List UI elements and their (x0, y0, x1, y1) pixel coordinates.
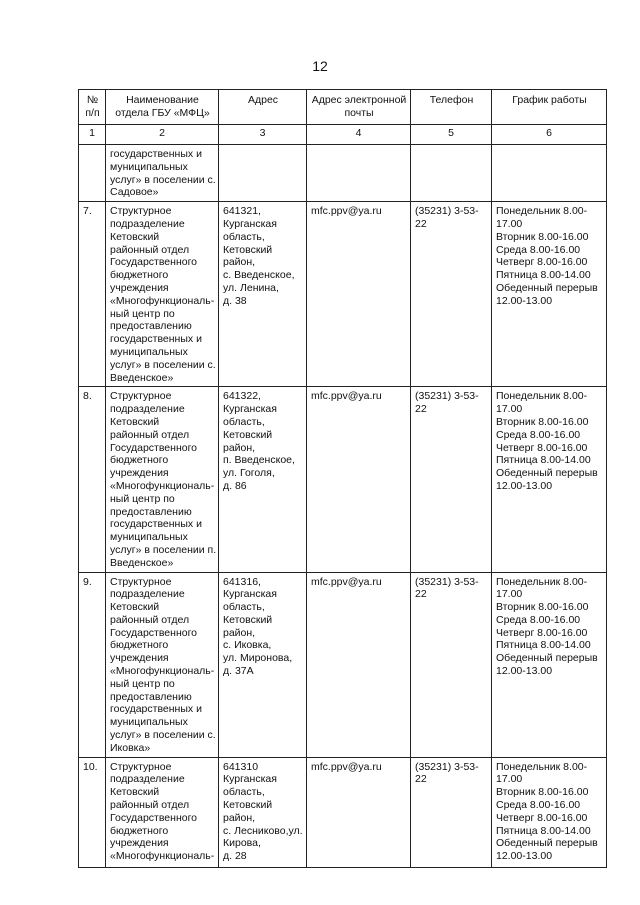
cell-line: 22 (415, 403, 427, 416)
cell-line: услуг» в поселении с. (110, 729, 216, 742)
header-email: Адрес электронной почты (307, 90, 411, 125)
cell-line: Введенское» (110, 371, 174, 384)
cell-line: Иковка» (110, 741, 151, 754)
cell-line: 641316, (223, 575, 261, 588)
cell-line: Курганская (223, 773, 277, 786)
cell-line: Государственного (110, 626, 198, 639)
email-cell[interactable]: mfc.ppv@ya.ru (307, 757, 411, 867)
cell-line: Пятница 8.00-14.00 (496, 454, 591, 467)
cell-line: Государственного (110, 811, 198, 824)
cell-line: подразделение (110, 588, 185, 601)
cell-line: Среда 8.00-16.00 (496, 799, 581, 812)
cell-line: Среда 8.00-16.00 (496, 428, 581, 441)
cell-line: Структурное (110, 575, 172, 588)
cell-line: район, (223, 811, 256, 824)
cell-line: 641310 (223, 760, 259, 773)
cell-line: «Многофункциональ- (110, 850, 215, 863)
address-cell (219, 202, 307, 387)
cell-line: Введенское» (110, 556, 174, 569)
cell-line: ул. Ленина, (223, 281, 279, 294)
column-number: 6 (492, 125, 607, 145)
cell-line: д. 86 (223, 479, 247, 492)
cell-line: Пятница 8.00-14.00 (496, 639, 591, 652)
phone-cell (411, 757, 492, 867)
cell-line: область, (223, 415, 265, 428)
cell-line: Курганская (223, 403, 277, 416)
email-cell[interactable]: mfc.ppv@ya.ru (307, 572, 411, 757)
cell-line: муниципальных (110, 531, 188, 544)
cell-line: область, (223, 230, 265, 243)
cell-line: «Многофункциональ- (110, 294, 215, 307)
cell-line: ный центр по (110, 492, 175, 505)
address-cell (219, 145, 307, 202)
cell-line: Пятница 8.00-14.00 (496, 824, 591, 837)
cell-line: 22 (415, 217, 427, 230)
table-row (79, 757, 607, 867)
cell-line: Кетовский (223, 243, 273, 256)
cell-line: ул. Гоголя, (223, 467, 275, 480)
cell-line: область, (223, 786, 265, 799)
phone-cell (411, 202, 492, 387)
table-row (79, 387, 607, 572)
cell-line: Кетовский (223, 613, 273, 626)
header-phone: Телефон (411, 90, 492, 125)
header-address: Адрес (219, 90, 307, 125)
cell-line: предоставлению (110, 320, 192, 333)
department-name-cell (106, 572, 219, 757)
cell-line: с. Иковка, (223, 639, 272, 652)
address-cell (219, 572, 307, 757)
cell-line: Среда 8.00-16.00 (496, 243, 581, 256)
cell-line: Кетовский (110, 601, 160, 614)
cell-line: учреждения (110, 652, 169, 665)
row-number-cell: 10. (79, 757, 106, 867)
cell-line: 12.00-13.00 (496, 479, 553, 492)
cell-line: Кетовский (223, 428, 273, 441)
address-cell (219, 387, 307, 572)
schedule-cell (492, 145, 607, 202)
cell-line: д. 28 (223, 850, 247, 863)
cell-line: Вторник 8.00-16.00 (496, 415, 589, 428)
email-cell[interactable]: mfc.ppv@ya.ru (307, 387, 411, 572)
cell-line: 12.00-13.00 (496, 665, 553, 678)
department-name-cell (106, 387, 219, 572)
column-number: 5 (411, 125, 492, 145)
cell-line: Кетовский (223, 799, 273, 812)
cell-line: государственных и (110, 703, 202, 716)
cell-line: Понедельник 8.00- (496, 390, 588, 403)
cell-line: п. Введенское, (223, 454, 295, 467)
cell-line: Обеденный перерыв (496, 652, 598, 665)
table-row (79, 202, 607, 387)
phone-cell (411, 387, 492, 572)
cell-line: бюджетного (110, 269, 169, 282)
cell-line: государственных и (110, 148, 202, 160)
cell-line: (35231) 3-53- (415, 390, 479, 403)
cell-line: 641321, (223, 205, 261, 218)
cell-line: 17.00 (496, 217, 523, 230)
cell-line: Понедельник 8.00- (496, 205, 588, 218)
cell-line: район, (223, 626, 256, 639)
department-name-cell (106, 145, 219, 202)
cell-line: область, (223, 601, 265, 614)
row-number-cell (79, 145, 106, 202)
address-cell (219, 757, 307, 867)
cell-line: Обеденный перерыв (496, 281, 598, 294)
cell-line: 17.00 (496, 403, 523, 416)
cell-line: услуг» в поселении с. (110, 173, 216, 186)
column-number: 3 (219, 125, 307, 145)
cell-line: Государственного (110, 256, 198, 269)
cell-line: Государственного (110, 441, 198, 454)
cell-line: районный отдел (110, 613, 190, 626)
cell-line: учреждения (110, 281, 169, 294)
table-header-row (79, 90, 607, 125)
cell-line: Обеденный перерыв (496, 467, 598, 480)
cell-line: государственных и (110, 333, 202, 346)
cell-line: Понедельник 8.00- (496, 575, 588, 588)
email-cell (307, 145, 411, 202)
phone-cell (411, 572, 492, 757)
cell-line: Понедельник 8.00- (496, 760, 588, 773)
cell-line: подразделение (110, 217, 185, 230)
cell-line: д. 37А (223, 665, 254, 678)
department-name-cell (106, 202, 219, 387)
cell-line: Садовое» (110, 186, 159, 199)
cell-line: муниципальных (110, 345, 188, 358)
cell-line: 641322, (223, 390, 261, 403)
cell-line: Четверг 8.00-16.00 (496, 811, 588, 824)
cell-line: ный центр по (110, 307, 175, 320)
cell-line: район, (223, 441, 256, 454)
column-number: 1 (79, 125, 106, 145)
cell-line: муниципальных (110, 160, 188, 173)
cell-line: учреждения (110, 837, 169, 850)
cell-line: Пятница 8.00-14.00 (496, 269, 591, 282)
cell-line: Вторник 8.00-16.00 (496, 786, 589, 799)
cell-line: Курганская (223, 217, 277, 230)
cell-line: подразделение (110, 773, 185, 786)
cell-line: Кетовский (110, 415, 160, 428)
cell-line: бюджетного (110, 454, 169, 467)
cell-line: районный отдел (110, 428, 190, 441)
cell-line: Вторник 8.00-16.00 (496, 230, 589, 243)
cell-line: «Многофункциональ- (110, 479, 215, 492)
email-cell[interactable]: mfc.ppv@ya.ru (307, 202, 411, 387)
row-number-cell: 9. (79, 572, 106, 757)
cell-line: д. 38 (223, 294, 247, 307)
cell-line: (35231) 3-53- (415, 575, 479, 588)
table-row (79, 572, 607, 757)
cell-line: (35231) 3-53- (415, 760, 479, 773)
cell-line: Кетовский (110, 786, 160, 799)
department-name-cell (106, 757, 219, 867)
cell-line: учреждения (110, 467, 169, 480)
cell-line: 22 (415, 588, 427, 601)
cell-line: Четверг 8.00-16.00 (496, 626, 588, 639)
cell-line: Курганская (223, 588, 277, 601)
cell-line: бюджетного (110, 639, 169, 652)
cell-line: бюджетного (110, 824, 169, 837)
row-number-cell: 7. (79, 202, 106, 387)
column-number: 2 (106, 125, 219, 145)
phone-cell (411, 145, 492, 202)
cell-line: 12.00-13.00 (496, 850, 553, 863)
cell-line: 22 (415, 773, 427, 786)
cell-line: предоставлению (110, 505, 192, 518)
schedule-cell (492, 757, 607, 867)
cell-line: подразделение (110, 403, 185, 416)
cell-line: Обеденный перерыв (496, 837, 598, 850)
cell-line: 17.00 (496, 588, 523, 601)
cell-line: районный отдел (110, 799, 190, 812)
cell-line: муниципальных (110, 716, 188, 729)
column-number: 4 (307, 125, 411, 145)
header-number: № п/п (79, 90, 106, 125)
cell-line: с. Лесниково,ул. (223, 824, 303, 837)
cell-line: Вторник 8.00-16.00 (496, 601, 589, 614)
cell-line: Структурное (110, 205, 172, 218)
cell-line: Четверг 8.00-16.00 (496, 256, 588, 269)
cell-line: Структурное (110, 760, 172, 773)
cell-line: услуг» в поселении с. (110, 358, 216, 371)
schedule-cell (492, 387, 607, 572)
cell-line: государственных и (110, 518, 202, 531)
cell-line: район, (223, 256, 256, 269)
mfc-departments-table (78, 89, 607, 868)
schedule-cell (492, 202, 607, 387)
cell-line: (35231) 3-53- (415, 205, 479, 218)
cell-line: ный центр по (110, 677, 175, 690)
header-schedule: График работы (492, 90, 607, 125)
cell-line: Кирова, (223, 837, 261, 850)
cell-line: районный отдел (110, 243, 190, 256)
cell-line: с. Введенское, (223, 269, 295, 282)
cell-line: предоставлению (110, 690, 192, 703)
cell-line: 17.00 (496, 773, 523, 786)
header-department-name: Наименование отдела ГБУ «МФЦ» (106, 90, 219, 125)
cell-line: Среда 8.00-16.00 (496, 613, 581, 626)
cell-line: услуг» в поселении п. (110, 543, 217, 556)
cell-line: Структурное (110, 390, 172, 403)
cell-line: Четверг 8.00-16.00 (496, 441, 588, 454)
cell-line: «Многофункциональ- (110, 665, 215, 678)
cell-line: Кетовский (110, 230, 160, 243)
cell-line: 12.00-13.00 (496, 294, 553, 307)
column-number-row (79, 125, 607, 145)
continuation-row (79, 145, 607, 202)
row-number-cell: 8. (79, 387, 106, 572)
page-number: 12 (312, 58, 328, 74)
cell-line: ул. Миронова, (223, 652, 293, 665)
schedule-cell (492, 572, 607, 757)
